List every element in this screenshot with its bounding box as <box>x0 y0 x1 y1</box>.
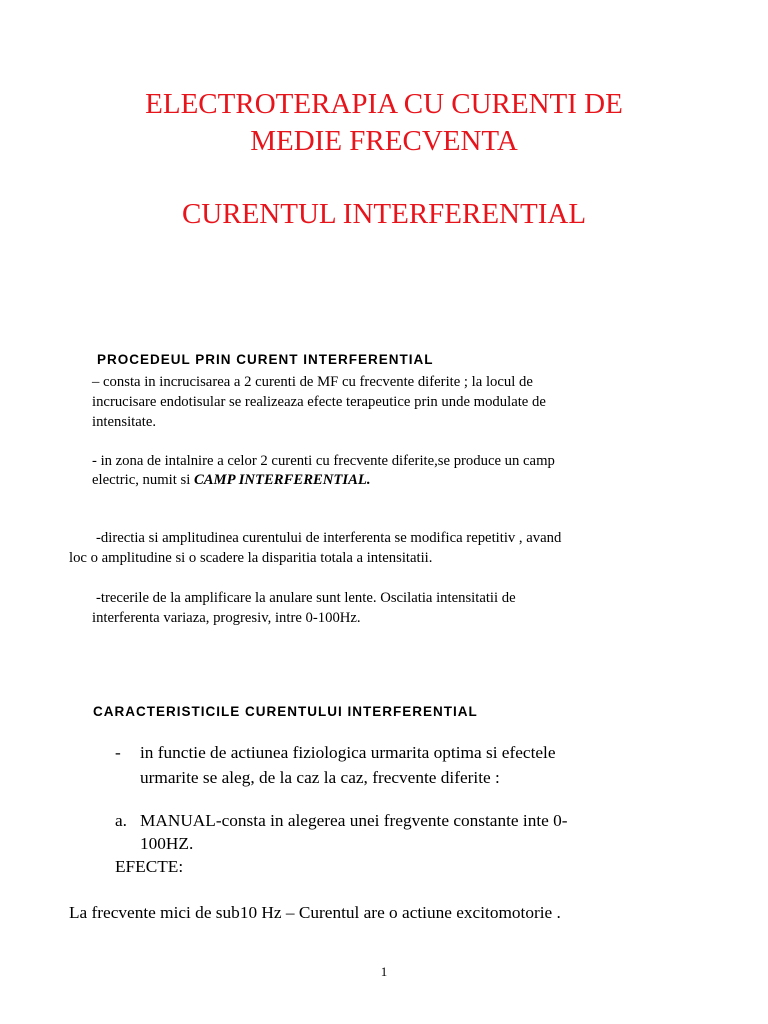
efecte-label: EFECTE: <box>115 857 184 876</box>
paragraph-line: -trecerile de la amplificare la anulare sunt lente. Oscilatia intensitatii de <box>96 590 516 606</box>
paragraph-line: -directia si amplitudinea curentului de interferenta se modifica repetitiv , avand <box>96 530 562 546</box>
paragraph-line: incrucisare endotisular se realizeaza efecte terapeutice prin unde modulate de <box>92 394 546 410</box>
paragraph-line: intensitate. <box>92 414 157 430</box>
bullet-dash: - <box>115 743 121 762</box>
paragraph-line: interferenta variaza, progresiv, intre 0-100Hz. <box>92 610 361 626</box>
emphasis-camp-interferential: CAMP INTERFERENTIAL. <box>193 472 371 488</box>
title-line-2: MEDIE FRECVENTA <box>250 125 518 157</box>
list-marker-a: a. <box>115 811 127 830</box>
paragraph-line: – consta in incrucisarea a 2 curenti de MF cu frecvente diferite ; la locul de <box>92 374 533 390</box>
list-item-line: 100HZ. <box>140 834 194 853</box>
paragraph-text: electric, numit si <box>92 472 194 488</box>
paragraph-line: loc o amplitudine si o scadere la disparitia totala a intensitatii. <box>69 550 433 566</box>
subtitle: CURENTUL INTERFERENTIAL <box>181 198 587 230</box>
section-heading-procedeul: PROCEDEUL PRIN CURENT INTERFERENTIAL <box>97 352 434 367</box>
page-number: 1 <box>380 964 388 979</box>
paragraph-line: - in zona de intalnire a celor 2 curenti cu frecvente diferite,se produce un camp <box>92 453 555 469</box>
section-heading-caracteristicile: CARACTERISTICILE CURENTULUI INTERFERENTIAL <box>93 704 478 719</box>
paragraph-line: La frecvente mici de sub10 Hz – Curentul are o actiune excitomotorie . <box>69 903 561 922</box>
bullet-line: in functie de actiunea fiziologica urmarita optima si efectele <box>140 743 556 762</box>
bullet-line: urmarite se aleg, de la caz la caz, frecvente diferite : <box>140 768 500 787</box>
title-line-1: ELECTROTERAPIA CU CURENTI DE <box>145 88 623 120</box>
list-item-line: MANUAL-consta in alegerea unei fregvente constante inte 0- <box>140 811 568 830</box>
paragraph-line <box>92 471 371 490</box>
